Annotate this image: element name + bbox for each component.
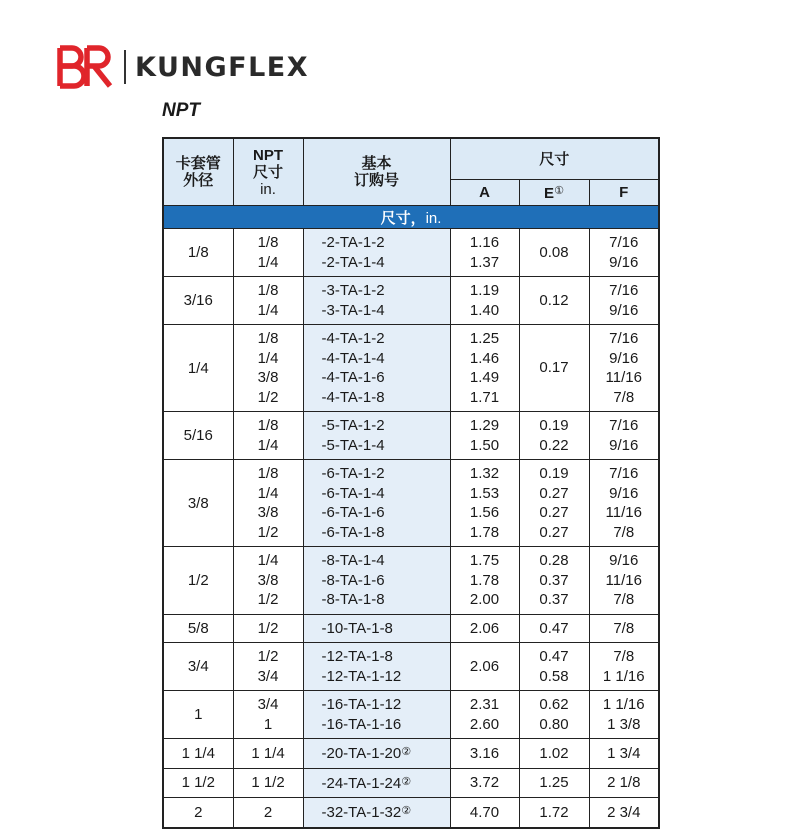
cell-dim-a-value: 1.40: [469, 301, 500, 319]
cell-npt-value: 1 1/4: [251, 744, 285, 762]
cell-dim-a-value: 1.37: [469, 253, 500, 271]
cell-dim-a-value: 1.56: [469, 504, 500, 521]
cell-npt-value: 1/2: [257, 388, 279, 406]
cell-order-no-value: -3-TA-1-2: [321, 282, 385, 299]
table-row: [163, 614, 659, 643]
cell-tube-od: 1/2: [163, 547, 233, 615]
cell-npt-value: 3/4: [257, 696, 279, 713]
logo-separator: [124, 50, 126, 84]
cell-dim-f-value: 7/16: [609, 465, 639, 482]
cell-dim-e-value: 1.02: [539, 744, 569, 762]
cell-dim-a-value: 1.78: [469, 523, 500, 541]
cell-order-no: [303, 614, 450, 643]
units-band: 尺寸，in.: [163, 206, 659, 229]
table-row: [163, 643, 659, 691]
cell-dim-f-value: 1 1/16: [602, 696, 645, 713]
cell-dim-e: [519, 614, 589, 643]
header-col-f: F: [589, 180, 659, 206]
cell-dim-e: [519, 739, 589, 769]
cell-npt-value: 1/2: [257, 523, 279, 541]
cell-dim-e: [519, 643, 589, 691]
cell-order-no-value: -12-TA-1-8: [321, 648, 393, 665]
cell-dim-e-value: 0.47: [539, 619, 569, 637]
cell-dim-f-value: 7/8: [613, 591, 635, 608]
cell-dim-f: [589, 325, 659, 412]
cell-dim-e-value: 0.19: [539, 417, 569, 434]
cell-dim-a-value: 3.16: [469, 744, 500, 762]
header-col-a: A: [450, 180, 519, 206]
cell-order-no: [303, 460, 450, 547]
cell-order-no: [303, 691, 450, 739]
header-col-e: E①: [519, 180, 589, 206]
cell-dim-a: [450, 325, 519, 412]
cell-tube-od: 5/8: [163, 614, 233, 643]
cell-dim-f-value: 1 1/16: [602, 667, 645, 685]
cell-dim-f: [589, 643, 659, 691]
cell-dim-a: [450, 614, 519, 643]
header-npt-size: NPT 尺寸 in.: [233, 138, 303, 206]
cell-dim-a-value: 1.78: [469, 571, 500, 589]
cell-dim-a-value: 1.50: [469, 436, 500, 454]
cell-dim-e-value: 0.62: [539, 696, 569, 713]
cell-dim-a: [450, 460, 519, 547]
cell-dim-a-value: 4.70: [469, 803, 500, 821]
cell-dim-e-value: 0.80: [539, 715, 569, 733]
table-row: [163, 229, 659, 277]
cell-dim-a-value: 1.16: [469, 234, 500, 251]
cell-npt-value: 1 1/2: [251, 774, 285, 791]
cell-dim-f-value: 9/16: [609, 349, 639, 367]
cell-order-no-value: -6-TA-1-8: [321, 523, 385, 541]
cell-dim-a-value: 1.46: [469, 349, 500, 367]
cell-order-no: [303, 412, 450, 460]
cell-order-no-value: -4-TA-1-4: [321, 349, 385, 367]
cell-tube-od: 1/4: [163, 325, 233, 412]
cell-dim-e-value: 1.72: [539, 803, 569, 821]
cell-dim-f-value: 7/16: [609, 282, 639, 299]
cell-dim-e: [519, 229, 589, 277]
cell-tube-od: 1 1/4: [163, 739, 233, 769]
cell-dim-f-value: 7/16: [609, 330, 639, 347]
section-title: NPT: [162, 100, 200, 121]
cell-npt-value: 3/8: [257, 369, 279, 386]
cell-dim-a: [450, 547, 519, 615]
cell-dim-f-value: 1 3/4: [607, 744, 641, 762]
cell-dim-a-value: 1.71: [469, 388, 500, 406]
cell-order-no: [303, 229, 450, 277]
cell-npt-value: 1/4: [257, 484, 279, 502]
cell-dim-a-value: 1.19: [469, 282, 500, 299]
cell-dim-a-value: 3.72: [469, 774, 500, 791]
cell-dim-e-value: 0.12: [539, 291, 569, 309]
br-logo-mark-icon: [54, 44, 116, 90]
cell-order-no-value: -6-TA-1-6: [321, 504, 385, 521]
cell-dim-e-value: 0.17: [539, 359, 569, 377]
cell-npt-value: 1/8: [257, 234, 279, 251]
cell-dim-f: [589, 229, 659, 277]
cell-dim-a: [450, 739, 519, 769]
cell-npt-value: 1/8: [257, 465, 279, 482]
cell-dim-e-value: 1.25: [539, 774, 569, 791]
cell-dim-a-value: 2.00: [469, 591, 500, 608]
cell-npt: [233, 412, 303, 460]
cell-dim-f: [589, 739, 659, 769]
cell-dim-f: [589, 547, 659, 615]
brand-logo: [54, 44, 309, 90]
cell-dim-f: [589, 460, 659, 547]
cell-dim-f-value: 9/16: [609, 484, 639, 502]
cell-dim-e-value: 0.28: [539, 552, 569, 569]
cell-npt-value: 1/2: [257, 648, 279, 665]
cell-dim-f: [589, 614, 659, 643]
cell-dim-e-value: 0.47: [539, 648, 569, 665]
cell-order-no: [303, 739, 450, 769]
cell-dim-f: [589, 277, 659, 325]
cell-dim-e-value: 0.27: [539, 484, 569, 502]
footnote-mark: ①: [554, 185, 564, 197]
cell-dim-a: [450, 798, 519, 828]
cell-dim-f-value: 7/16: [609, 417, 639, 434]
cell-npt-value: 1/8: [257, 330, 279, 347]
cell-order-no-value: -5-TA-1-2: [321, 417, 385, 434]
spec-table: [162, 137, 660, 829]
cell-dim-f-value: 2 1/8: [607, 774, 641, 791]
cell-dim-f-value: 7/8: [613, 523, 635, 541]
header-order-no: 基本 订购号: [303, 138, 450, 206]
cell-dim-a-value: 2.06: [469, 619, 500, 637]
table-row: [163, 739, 659, 769]
cell-dim-f-value: 7/16: [609, 234, 639, 251]
cell-dim-e: [519, 460, 589, 547]
cell-order-no-value: -20-TA-1-20: [321, 745, 402, 762]
table-row: [163, 691, 659, 739]
cell-dim-a-value: 1.53: [469, 484, 500, 502]
cell-npt-value: 3/8: [257, 571, 279, 589]
cell-npt-value: 1/8: [257, 417, 279, 434]
cell-order-no-value: -32-TA-1-32: [321, 804, 402, 821]
cell-dim-a-value: 1.25: [469, 330, 500, 347]
cell-npt-value: 2: [263, 803, 273, 821]
cell-dim-e-value: 0.08: [539, 243, 569, 261]
cell-npt: [233, 229, 303, 277]
cell-npt: [233, 643, 303, 691]
cell-npt: [233, 547, 303, 615]
cell-order-no-value: -10-TA-1-8: [321, 619, 393, 637]
cell-dim-f-value: 1 3/8: [607, 715, 641, 733]
table-row: [163, 325, 659, 412]
cell-tube-od: 2: [163, 798, 233, 828]
cell-dim-e-value: 0.37: [539, 571, 569, 589]
cell-dim-f-value: 9/16: [609, 552, 639, 569]
cell-dim-f-value: 7/8: [613, 388, 635, 406]
cell-order-no-value: -4-TA-1-2: [321, 330, 385, 347]
cell-dim-a: [450, 412, 519, 460]
cell-dim-f-value: 7/8: [613, 619, 635, 637]
cell-dim-f: [589, 691, 659, 739]
cell-npt-value: 1/4: [257, 301, 279, 319]
cell-npt-value: 1/8: [257, 282, 279, 299]
cell-order-no-value: -12-TA-1-12: [321, 667, 402, 685]
cell-dim-a: [450, 277, 519, 325]
cell-dim-a: [450, 768, 519, 798]
footnote-mark: ②: [401, 775, 412, 788]
cell-npt-value: 1/4: [257, 349, 279, 367]
cell-tube-od: 3/4: [163, 643, 233, 691]
cell-order-no-value: -4-TA-1-6: [321, 369, 385, 386]
table-row: [163, 768, 659, 798]
cell-order-no-value: -4-TA-1-8: [321, 388, 385, 406]
cell-npt: [233, 614, 303, 643]
cell-dim-e: [519, 547, 589, 615]
table-row: [163, 547, 659, 615]
cell-order-no-value: -3-TA-1-4: [321, 301, 385, 319]
cell-order-no-value: -24-TA-1-24: [321, 774, 402, 792]
cell-dim-a: [450, 643, 519, 691]
cell-npt-value: 1/4: [257, 253, 279, 271]
cell-dim-e-value: 0.22: [539, 436, 569, 454]
cell-npt: [233, 325, 303, 412]
cell-tube-od: 3/16: [163, 277, 233, 325]
cell-dim-f-value: 9/16: [609, 301, 639, 319]
cell-order-no: [303, 547, 450, 615]
cell-dim-a: [450, 229, 519, 277]
cell-dim-e: [519, 412, 589, 460]
cell-npt-value: 1: [263, 715, 273, 733]
cell-dim-e-value: 0.27: [539, 504, 569, 521]
cell-order-no: [303, 643, 450, 691]
cell-order-no-value: -6-TA-1-4: [321, 484, 385, 502]
cell-order-no-value: -16-TA-1-16: [321, 715, 402, 733]
cell-dim-e-value: 0.37: [539, 591, 569, 608]
cell-dim-e: [519, 768, 589, 798]
cell-dim-f-value: 11/16: [605, 369, 642, 386]
cell-tube-od: 5/16: [163, 412, 233, 460]
cell-dim-f: [589, 798, 659, 828]
cell-dim-f-value: 9/16: [609, 253, 639, 271]
cell-dim-a-value: 1.32: [469, 465, 500, 482]
cell-npt-value: 1/2: [257, 591, 279, 608]
cell-order-no-value: -8-TA-1-6: [321, 571, 385, 589]
header-tube-od: 卡套管 外径: [163, 138, 233, 206]
cell-dim-f: [589, 412, 659, 460]
cell-npt: [233, 768, 303, 798]
cell-tube-od: 1: [163, 691, 233, 739]
cell-npt-value: 1/4: [257, 552, 279, 569]
cell-npt-value: 1/4: [257, 436, 279, 454]
cell-dim-e-value: 0.27: [539, 523, 569, 541]
cell-npt: [233, 691, 303, 739]
cell-order-no-value: -2-TA-1-2: [321, 234, 385, 251]
cell-dim-e-value: 0.19: [539, 465, 569, 482]
footnote-mark: ②: [401, 805, 412, 817]
cell-dim-a-value: 1.29: [469, 417, 500, 434]
cell-npt: [233, 798, 303, 828]
cell-dim-a: [450, 691, 519, 739]
table-row: [163, 412, 659, 460]
cell-tube-od: 3/8: [163, 460, 233, 547]
cell-order-no: [303, 768, 450, 798]
cell-dim-a-value: 2.31: [469, 696, 500, 713]
cell-dim-e-value: 0.58: [539, 667, 569, 685]
cell-dim-a-value: 1.49: [469, 369, 500, 386]
cell-tube-od: 1/8: [163, 229, 233, 277]
cell-order-no-value: -6-TA-1-2: [321, 465, 385, 482]
cell-dim-f: [589, 768, 659, 798]
cell-npt-value: 3/8: [257, 504, 279, 521]
cell-dim-f-value: 7/8: [613, 648, 635, 665]
cell-order-no-value: -2-TA-1-4: [321, 253, 385, 271]
cell-order-no-value: -8-TA-1-4: [321, 552, 385, 569]
header-dimensions: 尺寸: [450, 138, 659, 180]
cell-npt-value: 1/2: [257, 619, 279, 637]
cell-dim-a-value: 2.60: [469, 715, 500, 733]
cell-order-no-value: -5-TA-1-4: [321, 436, 385, 454]
cell-order-no: [303, 325, 450, 412]
cell-dim-f-value: 11/16: [605, 571, 642, 589]
cell-dim-f-value: 11/16: [605, 504, 642, 521]
cell-npt: [233, 277, 303, 325]
brand-name: KUNGFLEX: [135, 51, 310, 83]
cell-dim-e: [519, 691, 589, 739]
cell-dim-e: [519, 277, 589, 325]
table-row: [163, 460, 659, 547]
footnote-mark: ②: [401, 746, 412, 758]
cell-order-no: [303, 798, 450, 828]
cell-order-no: [303, 277, 450, 325]
cell-dim-f-value: 9/16: [609, 436, 639, 454]
table-row: [163, 277, 659, 325]
cell-npt: [233, 460, 303, 547]
cell-dim-e: [519, 325, 589, 412]
cell-order-no-value: -16-TA-1-12: [321, 696, 402, 713]
cell-npt: [233, 739, 303, 769]
cell-dim-a-value: 2.06: [469, 657, 500, 675]
cell-dim-f-value: 2 3/4: [607, 803, 641, 821]
cell-npt-value: 3/4: [257, 667, 279, 685]
cell-dim-a-value: 1.75: [469, 552, 500, 569]
cell-order-no-value: -8-TA-1-8: [321, 591, 385, 608]
cell-dim-e: [519, 798, 589, 828]
table-row: [163, 798, 659, 828]
cell-tube-od: 1 1/2: [163, 768, 233, 798]
